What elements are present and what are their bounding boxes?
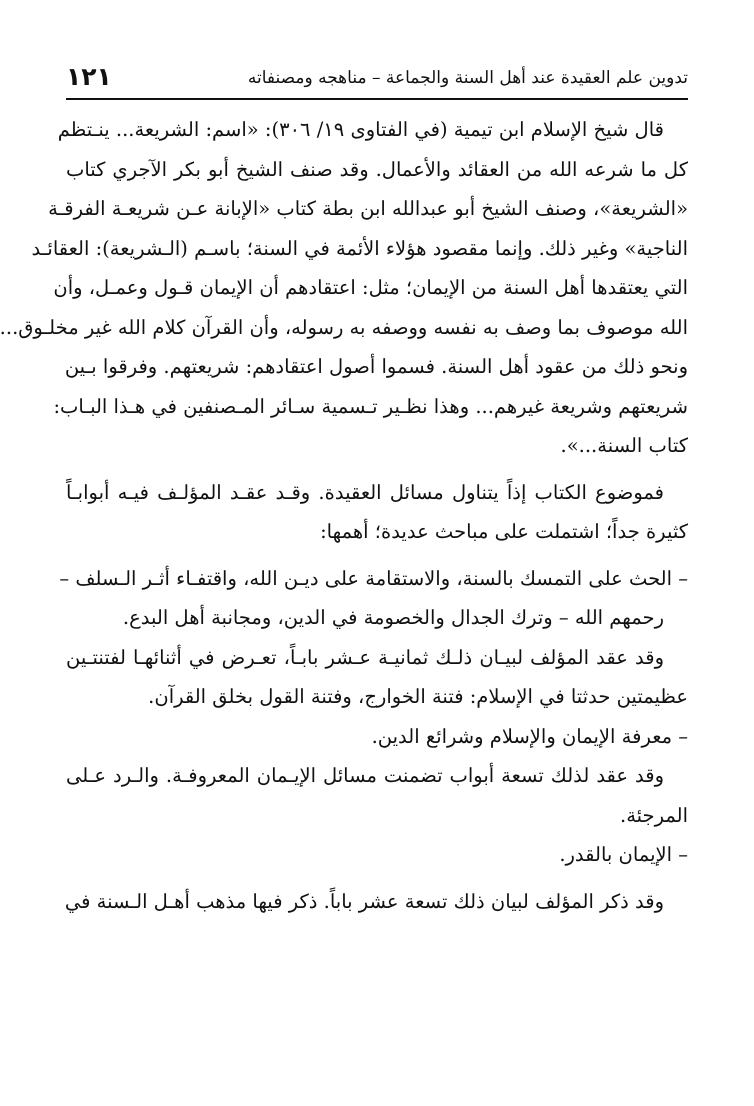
text-line: الناجية» وغير ذلك. وإنما مقصود هؤلاء الأئمة في السنة؛ باسـم (الـشريعة): العقائـد [31,236,688,260]
paragraph-topic [66,473,688,552]
text-line: الله موصوف بما وصف به نفسه ووصفه به رسوله، وأن القرآن كلام الله غير مخلـوق... [0,315,688,339]
list-item [59,559,688,638]
text-line: – الإيمان بالقدر. [559,843,688,866]
text-line: رحمهم الله – وترك الجدال والخصومة في الدين، ومجانبة أهل البدع. [122,606,664,629]
text-line: قال شيخ الإسلام ابن تيمية (في الفتاوى ١٩/ ٣٠٦): «اسم: الشريعة... ينـتظم [57,118,664,141]
text-line: عظيمتين حدثتا في الإسلام: فتنة الخوارج، وفتنة القول بخلق القرآن. [148,685,688,708]
text-line: التي يعتقدها أهل السنة من الإيمان؛ مثل: اعتقادهم أن الإيمان قـول وعمـل، وأن [53,276,688,299]
text-line: فموضوع الكتاب إذاً يتناول مسائل العقيدة. وقـد عقـد المؤلـف فيـه أبوابـاً [66,480,664,504]
list-item [66,835,688,875]
text-line: كل ما شرعه الله من العقائد والأعمال. وقد صنف الشيخ أبو بكر الآجري كتاب [66,157,688,181]
text-line: شريعتهم وشريعة غيرهم... وهذا نظـير تـسمية سـائر المـصنفين في هـذا البـاب: [53,394,688,418]
text-line: – معرفة الإيمان والإسلام وشرائع الدين. [371,724,688,748]
text-line: المرجئة. [620,803,688,827]
paragraph-quote [0,110,688,466]
list-item [66,717,688,757]
paragraph-qadar [66,882,688,922]
text-line: كتاب السنة...». [560,434,688,457]
text-line: كثيرة جداً؛ اشتملت على مباحث عديدة؛ أهمها: [320,520,688,543]
running-title: تدوين علم العقيدة عند أهل السنة والجماعة – مناهجه ومصنفاته [247,68,688,88]
text-line: «الشريعة»، وصنف الشيخ أبو عبدالله ابن بطة كتاب «الإبانة عـن شريعـة الفرقـة [48,197,688,220]
paragraph-chapters [66,638,688,717]
text-line: وقد عقد المؤلف لبيـان ذلـك ثمانيـة عـشر بابـاً، تعـرض في أثنائهـا لفتنتـين [66,645,664,669]
page-number: ١٢١ [66,62,112,91]
text-line: وقد ذكر المؤلف لبيان ذلك تسعة عشر باباً. ذكر فيها مذهب أهـل الـسنة في [64,889,664,913]
page-header [66,58,688,100]
text-line: – الحث على التمسك بالسنة، والاستقامة على ديـن الله، واقتفـاء أثـر الـسلف – [59,566,688,590]
text-line: ونحو ذلك من عقود أهل السنة. فسموا أصول اعتقادهم: شريعتهم. وفرقوا بـين [64,355,688,378]
text-line: وقد عقد لذلك تسعة أبواب تضمنت مسائل الإيـمان المعروفـة. والـرد عـلى [66,764,664,787]
paragraph-iman [66,756,688,835]
page-body [0,110,688,921]
